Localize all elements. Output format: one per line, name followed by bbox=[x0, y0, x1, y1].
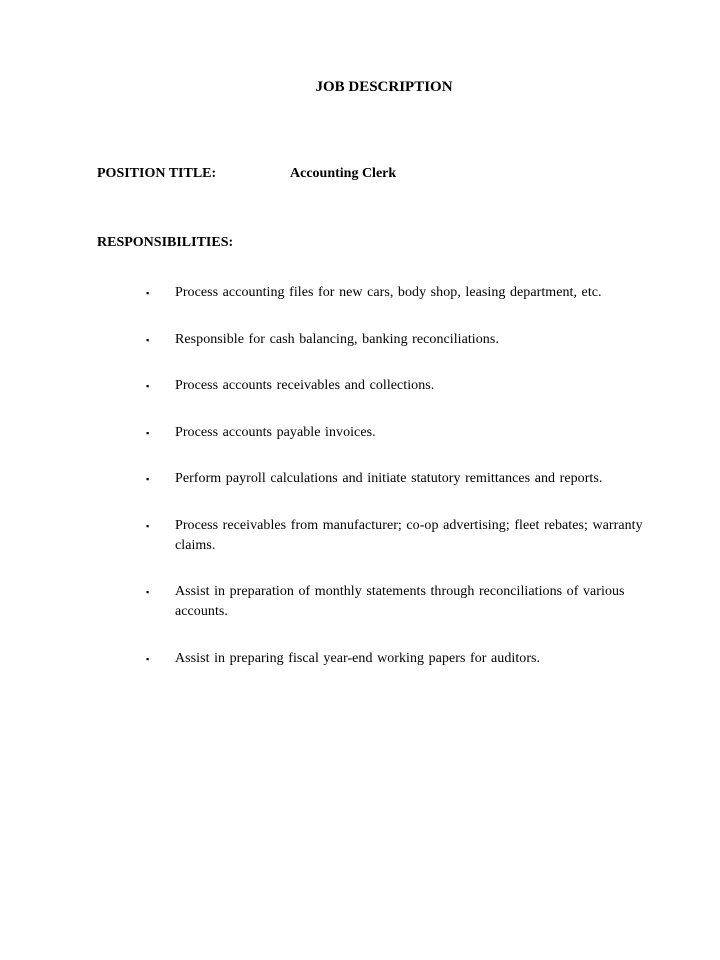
square-bullet-icon: ▪ bbox=[146, 334, 150, 345]
responsibility-text: Process accounting files for new cars, body shop, leasing department, etc. bbox=[175, 285, 602, 300]
responsibility-text: Responsible for cash balancing, banking reconciliations. bbox=[175, 331, 499, 347]
square-bullet-icon: ▪ bbox=[146, 653, 150, 664]
square-bullet-icon: ▪ bbox=[146, 520, 150, 531]
list-item bbox=[146, 376, 666, 396]
responsibilities-heading: RESPONSIBILITIES: bbox=[97, 235, 234, 250]
list-item bbox=[146, 649, 666, 669]
position-title-row bbox=[97, 166, 396, 182]
responsibility-text: Process receivables from manufacturer; co-op advertising; fleet rebates; warranty claims. bbox=[175, 517, 643, 553]
square-bullet-icon: ▪ bbox=[146, 381, 150, 391]
square-bullet-icon: ▪ bbox=[146, 474, 150, 484]
square-bullet-icon: ▪ bbox=[146, 427, 150, 438]
responsibility-text: Assist in preparation of monthly statements through reconciliations of various accounts. bbox=[175, 584, 625, 619]
responsibility-text: Assist in preparing fiscal year-end working papers for auditors. bbox=[175, 650, 541, 666]
list-item bbox=[146, 582, 666, 622]
document-title: JOB DESCRIPTION bbox=[315, 79, 453, 95]
list-item bbox=[146, 423, 666, 443]
responsibilities-list bbox=[146, 283, 666, 695]
list-item bbox=[146, 283, 666, 303]
responsibility-text: Perform payroll calculations and initiate statutory remittances and reports. bbox=[175, 471, 603, 486]
list-item bbox=[146, 330, 666, 350]
position-title-label: POSITION TITLE: bbox=[97, 166, 217, 181]
list-item bbox=[146, 516, 666, 556]
position-title-value: Accounting Clerk bbox=[290, 166, 397, 181]
square-bullet-icon: ▪ bbox=[146, 288, 150, 298]
list-item bbox=[146, 469, 666, 489]
square-bullet-icon: ▪ bbox=[146, 587, 150, 597]
responsibility-text: Process accounts receivables and collections. bbox=[175, 378, 435, 393]
responsibility-text: Process accounts payable invoices. bbox=[175, 424, 376, 440]
